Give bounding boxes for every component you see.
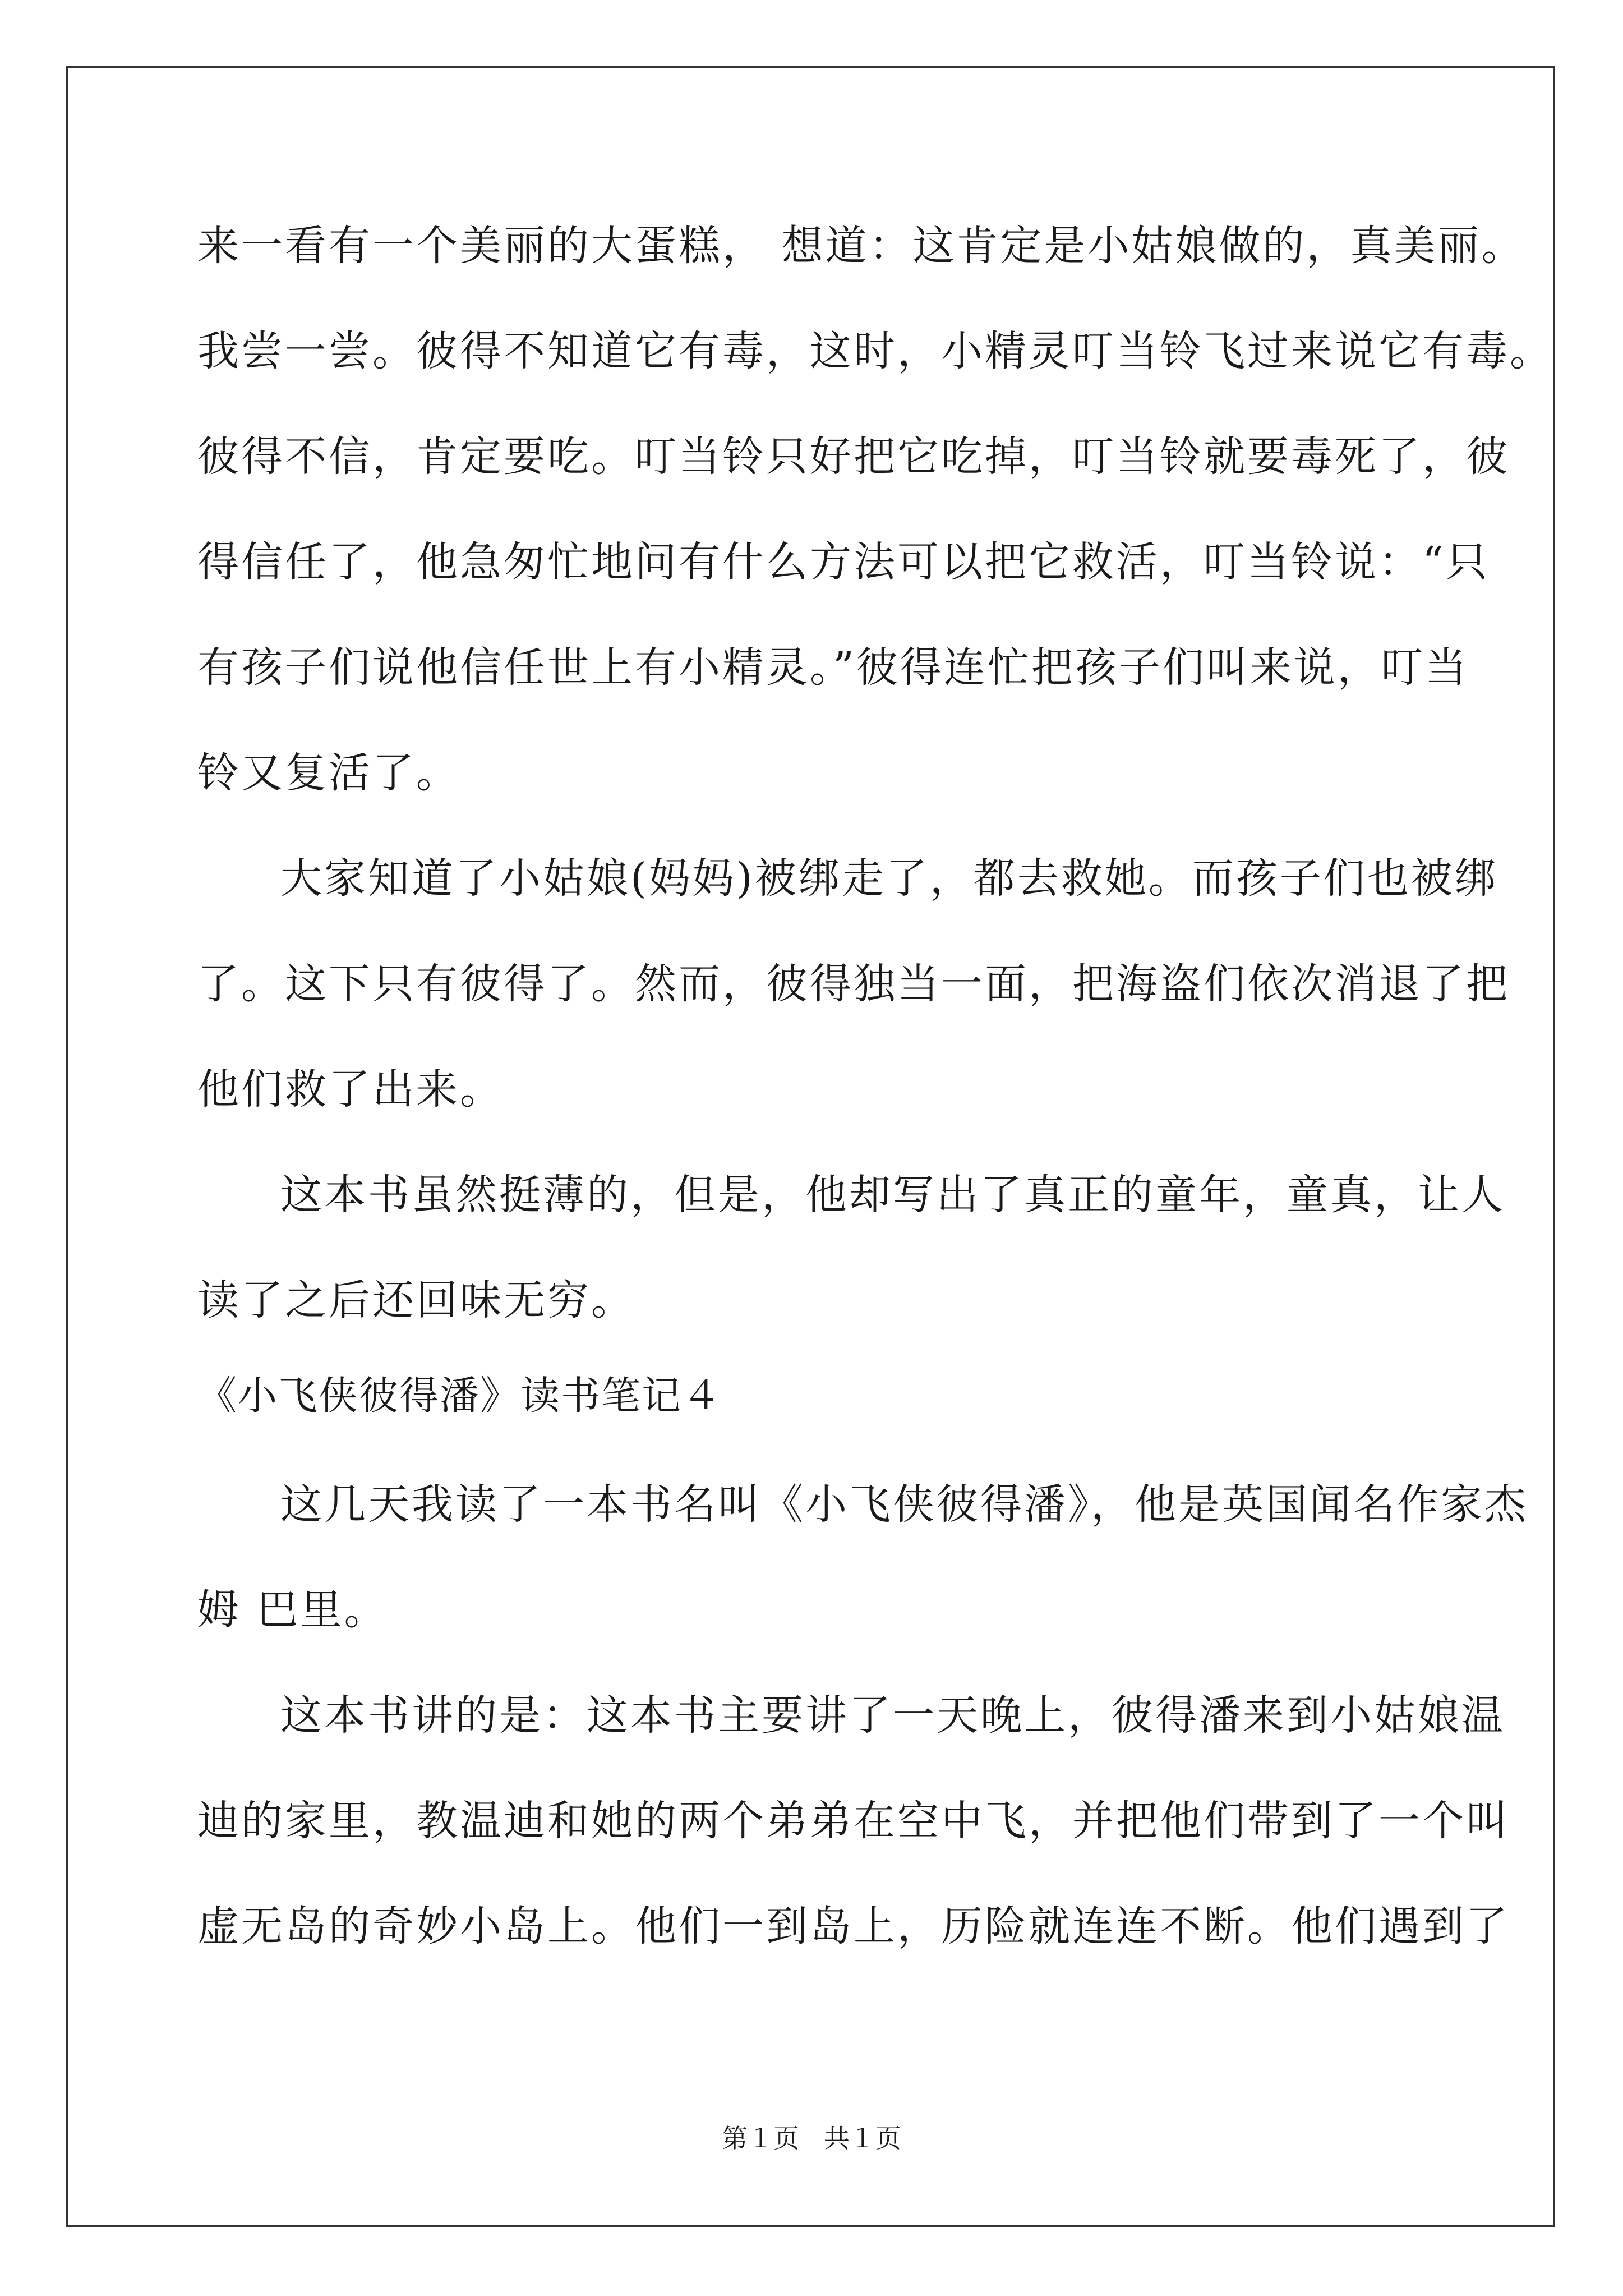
section-heading: 《小飞侠彼得潘》读书笔记４ (197, 1373, 722, 1419)
paragraph-line: 铃又复活了。 (197, 749, 460, 797)
paragraph-line: 这本书虽然挺薄的，但是，他却写出了真正的童年，童真，让人 (280, 1171, 1505, 1219)
paragraph-line: 得信任了，他急匆忙地问有什么方法可以把它救活，叮当铃说：“只 (197, 538, 1490, 586)
paragraph-line: 彼得不信，肯定要吃。叮当铃只好把它吃掉，叮当铃就要毒死了，彼 (197, 432, 1510, 481)
paragraph-line: 虚无岛的奇妙小岛上。他们一到岛上，历险就连连不断。他们遇到了 (197, 1902, 1510, 1950)
paragraph-line: 我尝一尝。彼得不知道它有毒，这时，小精灵叮当铃飞过来说它有毒。 (197, 327, 1553, 375)
paragraph-line: 迪的家里，教温迪和她的两个弟弟在空中飞，并把他们带到了一个叫 (197, 1797, 1510, 1845)
paragraph-line: 这几天我读了一本书名叫《小飞侠彼得潘》，他是英国闻名作家杰 (280, 1480, 1528, 1529)
page-footer: 第１页 共１页 (722, 2123, 901, 2154)
paragraph-line: 了。这下只有彼得了。然而，彼得独当一面，把海盗们依次消退了把 (197, 960, 1510, 1008)
paragraph-line: 姆 巴里。 (197, 1586, 388, 1634)
paragraph-line: 他们救了出来。 (197, 1065, 504, 1114)
paragraph-line: 读了之后还回味无穷。 (197, 1276, 635, 1324)
paragraph-line: 有孩子们说他信任世上有小精灵。”彼得连忙把孩子们叫来说，叮当 (197, 643, 1469, 692)
paragraph-line: 来一看有一个美丽的大蛋糕， 想道：这肯定是小姑娘做的，真美丽。 (197, 222, 1525, 270)
paragraph-line: 这本书讲的是：这本书主要讲了一天晚上，彼得潘来到小姑娘温 (280, 1691, 1505, 1740)
paragraph-line: 大家知道了小姑娘(妈妈)被绑走了，都去救她。而孩子们也被绑 (280, 854, 1498, 903)
